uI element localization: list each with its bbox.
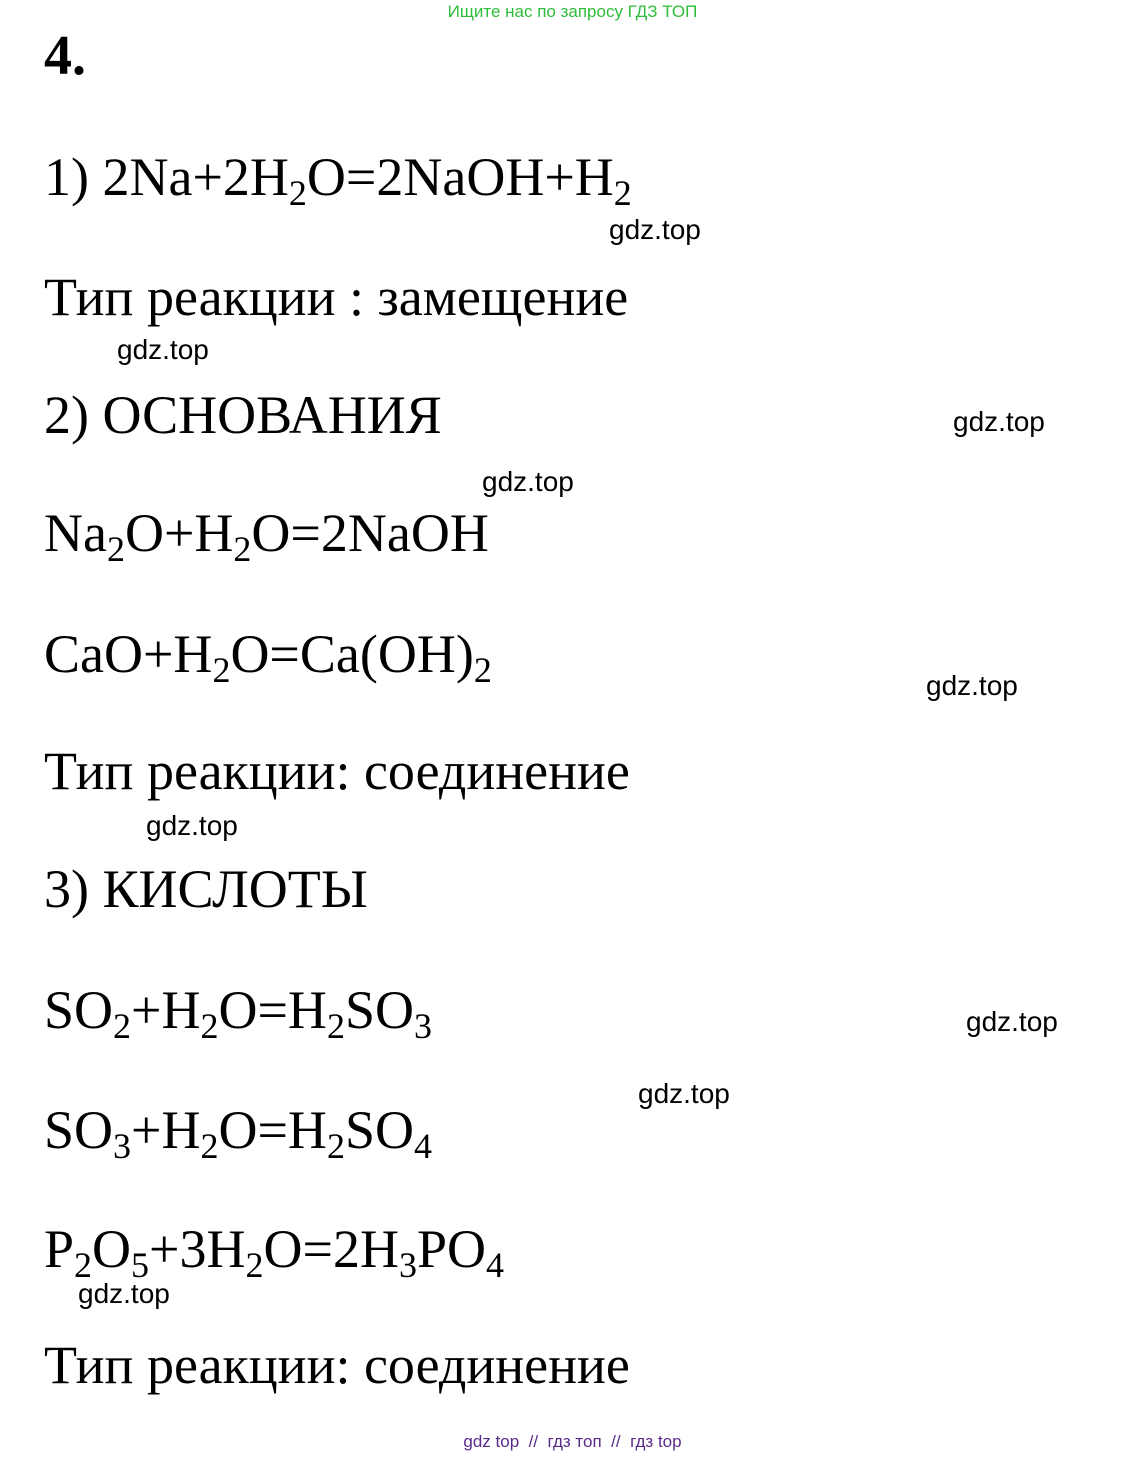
text-segment: O=H	[218, 980, 327, 1040]
subscript: 2	[288, 173, 307, 214]
text-segment: SO	[44, 1100, 114, 1160]
text-segment: +3H	[149, 1219, 246, 1279]
subscript: 3	[398, 1245, 417, 1286]
watermark-text: gdz.top	[117, 334, 209, 365]
text-segment: +H	[131, 1100, 201, 1160]
text-segment: Тип реакции : замещение	[44, 267, 629, 327]
watermark-text: gdz.top	[926, 670, 1018, 701]
text-segment: P	[44, 1219, 75, 1279]
subscript: 2	[326, 1126, 345, 1167]
bottom-separator-2: //	[611, 1432, 621, 1451]
watermark-text: gdz.top	[638, 1078, 730, 1109]
line-eq1	[44, 147, 632, 214]
line-eq2b	[44, 624, 492, 691]
subscript: 2	[326, 1006, 345, 1047]
watermark-text: gdz.top	[609, 214, 701, 245]
subscript: 2	[613, 173, 632, 214]
watermark-text: gdz.top	[146, 810, 238, 841]
bottom-links	[0, 1432, 1145, 1452]
subscript: 3	[413, 1006, 432, 1047]
text-segment: O=H	[218, 1100, 327, 1160]
text-segment: O	[92, 1219, 132, 1279]
top-banner: Ищите нас по запросу ГДЗ ТОП	[447, 2, 698, 21]
subscript: 2	[113, 1006, 132, 1047]
watermark-text: gdz.top	[953, 406, 1045, 437]
text-segment: SO	[344, 980, 414, 1040]
text-segment: O=Ca(OH)	[230, 624, 474, 684]
bottom-separator-1: //	[528, 1432, 539, 1451]
subscript: 3	[113, 1126, 132, 1167]
subscript: 4	[485, 1245, 504, 1286]
text-segment: O=2NaOH	[251, 503, 489, 563]
bottom-link-1[interactable]: gdz top	[463, 1432, 520, 1451]
subscript: 2	[74, 1245, 93, 1286]
text-segment: Тип реакции: соединение	[44, 1335, 630, 1395]
text-segment: 3) КИСЛОТЫ	[44, 859, 368, 919]
text-segment: +H	[131, 980, 201, 1040]
text-segment: PO	[416, 1219, 486, 1279]
subscript: 2	[106, 529, 125, 570]
text-segment: 2) ОСНОВАНИЯ	[44, 385, 442, 445]
subscript: 2	[200, 1006, 219, 1047]
watermark-text: gdz.top	[78, 1278, 170, 1309]
line-type3	[44, 1335, 630, 1395]
text-segment: O+H	[124, 503, 234, 563]
subscript: 2	[473, 650, 492, 691]
bottom-link-2[interactable]: гдз топ	[547, 1432, 602, 1451]
text-segment: Na	[44, 503, 107, 563]
subscript: 2	[245, 1245, 264, 1286]
subscript: 2	[212, 650, 231, 691]
line-eq2a	[44, 503, 489, 570]
watermark-text: gdz.top	[966, 1006, 1058, 1037]
subscript: 2	[200, 1126, 219, 1167]
bottom-link-3[interactable]: гдз top	[630, 1432, 682, 1451]
line-eq3c	[44, 1219, 504, 1286]
subscript: 2	[233, 529, 252, 570]
task-number: 4.	[44, 25, 86, 87]
text-segment: SO	[344, 1100, 414, 1160]
line-type1	[44, 267, 629, 327]
text-segment: O=2NaOH+H	[306, 147, 614, 207]
line-eq3b	[44, 1100, 432, 1167]
text-segment: 1) 2Na+2H	[44, 147, 289, 207]
watermark-text: gdz.top	[482, 466, 574, 497]
text-segment: CaO+H	[44, 624, 213, 684]
line-head3	[44, 859, 368, 919]
subscript: 5	[131, 1245, 150, 1286]
line-head2	[44, 385, 442, 445]
line-type2	[44, 741, 630, 801]
text-segment: Тип реакции: соединение	[44, 741, 630, 801]
line-eq3a	[44, 980, 432, 1047]
text-segment: O=2H	[263, 1219, 399, 1279]
subscript: 4	[413, 1126, 432, 1167]
text-segment: SO	[44, 980, 114, 1040]
